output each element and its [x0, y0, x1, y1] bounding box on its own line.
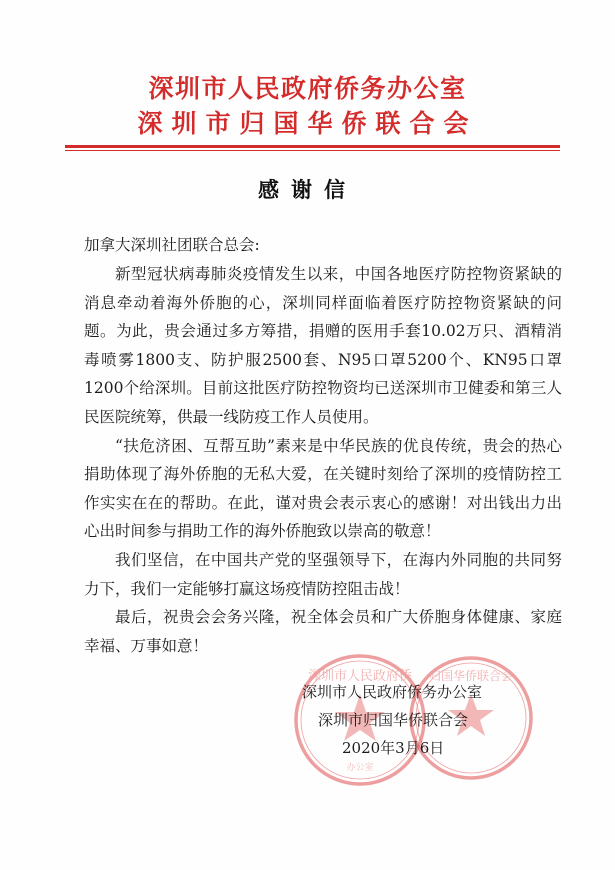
letterhead-rule-thin [65, 150, 560, 151]
letterhead-line-2: 深圳市归国华侨联合会 [137, 109, 478, 138]
signature-org-1: 深圳市人民政府侨务办公室 [302, 683, 483, 701]
signature-block [280, 678, 530, 762]
body-paragraph-3: 我们坚信，在中国共产党的坚强领导下，在海内外同胞的共同努力下，我们一定能够打赢这场疫情防控阻击战！ [84, 550, 562, 598]
letterhead-line-1: 深圳市人民政府侨务办公室 [148, 74, 467, 103]
signature-date: 2020年3月6日 [342, 739, 445, 757]
salutation: 加拿大深圳社团联合总会: [84, 236, 260, 254]
signature-org-2: 深圳市归国华侨联合会 [318, 711, 469, 729]
letterhead-rule-thick [65, 145, 560, 148]
body-paragraph-1: 新型冠状病毒肺炎疫情发生以来，中国各地医疗防控物资紧缺的消息牵动着海外侨胞的心，深圳同样面临着医疗防控物资紧缺的问题。为此，贵会通过多方筹措，捐赠的医用手套10.02万只、酒精消毒喷雾1800支、防护服2500套、N95口罩5200个、KN95口罩1200个给深圳。目前这批医疗防控物资均已送深圳市卫健委和第三人民医院统筹，供最一线防疫工作人员使用。 [84, 265, 562, 426]
body-paragraph-4: 最后，祝贵会会务兴隆，祝全体会员和广大侨胞身体健康、家庭幸福、万事如意！ [84, 608, 562, 655]
letter-title: 感谢信 [258, 177, 357, 202]
svg-text:深圳市人民政府侨: 深圳市人民政府侨 [307, 669, 413, 684]
body-paragraph-2: “扶危济困、互帮互助”素来是中华民族的优良传统，贵会的热心捐助体现了海外侨胞的无私大爱，在关键时刻给了深圳的疫情防控工作实实在在的帮助。在此，谨对贵会表示衷心的感谢！对出钱出力出心出时间参与捐助工作的海外侨胞致以崇高的敬意！ [84, 436, 562, 541]
svg-text:归国华侨联合会: 归国华侨联合会 [428, 669, 514, 683]
letter-body [84, 260, 562, 660]
letterhead [0, 72, 615, 141]
svg-text:办公室: 办公室 [346, 763, 374, 773]
